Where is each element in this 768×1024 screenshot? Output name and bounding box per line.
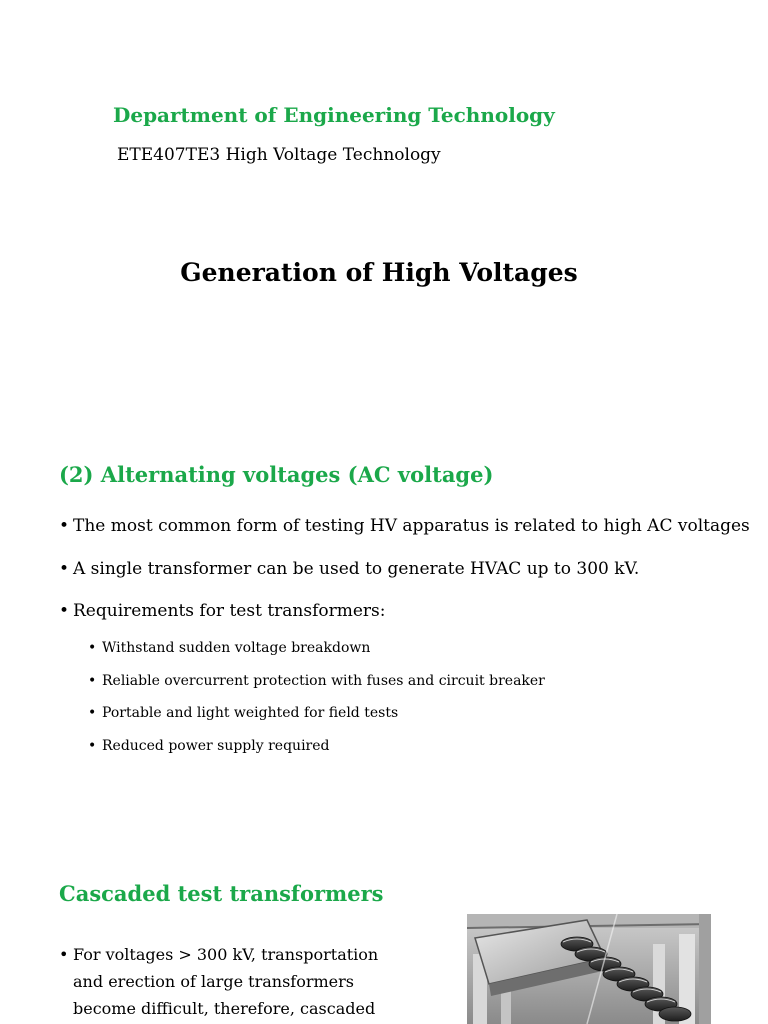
bullet-icon: • <box>59 601 70 621</box>
sub-bullet-text: Withstand sudden voltage breakdown <box>102 640 371 656</box>
sub-bullet-item <box>88 738 545 771</box>
cascade-line: become difficult, therefore, cascaded <box>73 999 376 1018</box>
bullet-item <box>59 516 750 559</box>
bullet-text: The most common form of testing HV apparatus is related to high AC voltages <box>73 516 750 536</box>
sub-bullet-item <box>88 705 545 738</box>
department-heading: Department of Engineering Technology <box>113 103 555 127</box>
bullet-icon: • <box>88 672 97 689</box>
section-heading-ac-voltage: (2) Alternating voltages (AC voltage) <box>59 462 494 487</box>
sub-bullet-text: Reliable overcurrent protection with fuses and circuit breaker <box>102 672 545 689</box>
bullet-icon: • <box>59 558 70 579</box>
bullet-icon: • <box>59 945 69 964</box>
bullet-icon: • <box>88 640 97 656</box>
sub-bullet-item <box>88 640 545 673</box>
page-title: Generation of High Voltages <box>180 258 578 287</box>
course-code-title: ETE407TE3 High Voltage Technology <box>117 145 441 165</box>
main-bullet-list <box>59 516 750 644</box>
bullet-icon: • <box>59 516 70 536</box>
cascade-paragraph <box>59 941 379 1022</box>
bullet-icon: • <box>88 705 97 722</box>
sub-bullet-text: Reduced power supply required <box>102 738 330 755</box>
cascade-line: and erection of large transformers <box>73 972 354 991</box>
bullet-icon: • <box>88 738 97 755</box>
bullet-text: A single transformer can be used to generate HVAC up to 300 kV. <box>73 558 640 579</box>
sub-bullet-list <box>88 640 545 771</box>
bullet-item <box>59 559 750 602</box>
cascade-heading: Cascaded test transformers <box>59 881 384 906</box>
cascade-line: For voltages > 300 kV, transportation <box>73 945 379 964</box>
sub-bullet-item <box>88 673 545 706</box>
bullet-item <box>59 601 750 644</box>
cascaded-transformer-photo-icon <box>467 914 711 1024</box>
sub-bullet-text: Portable and light weighted for field tests <box>102 705 399 722</box>
bullet-text: Requirements for test transformers: <box>73 601 386 621</box>
